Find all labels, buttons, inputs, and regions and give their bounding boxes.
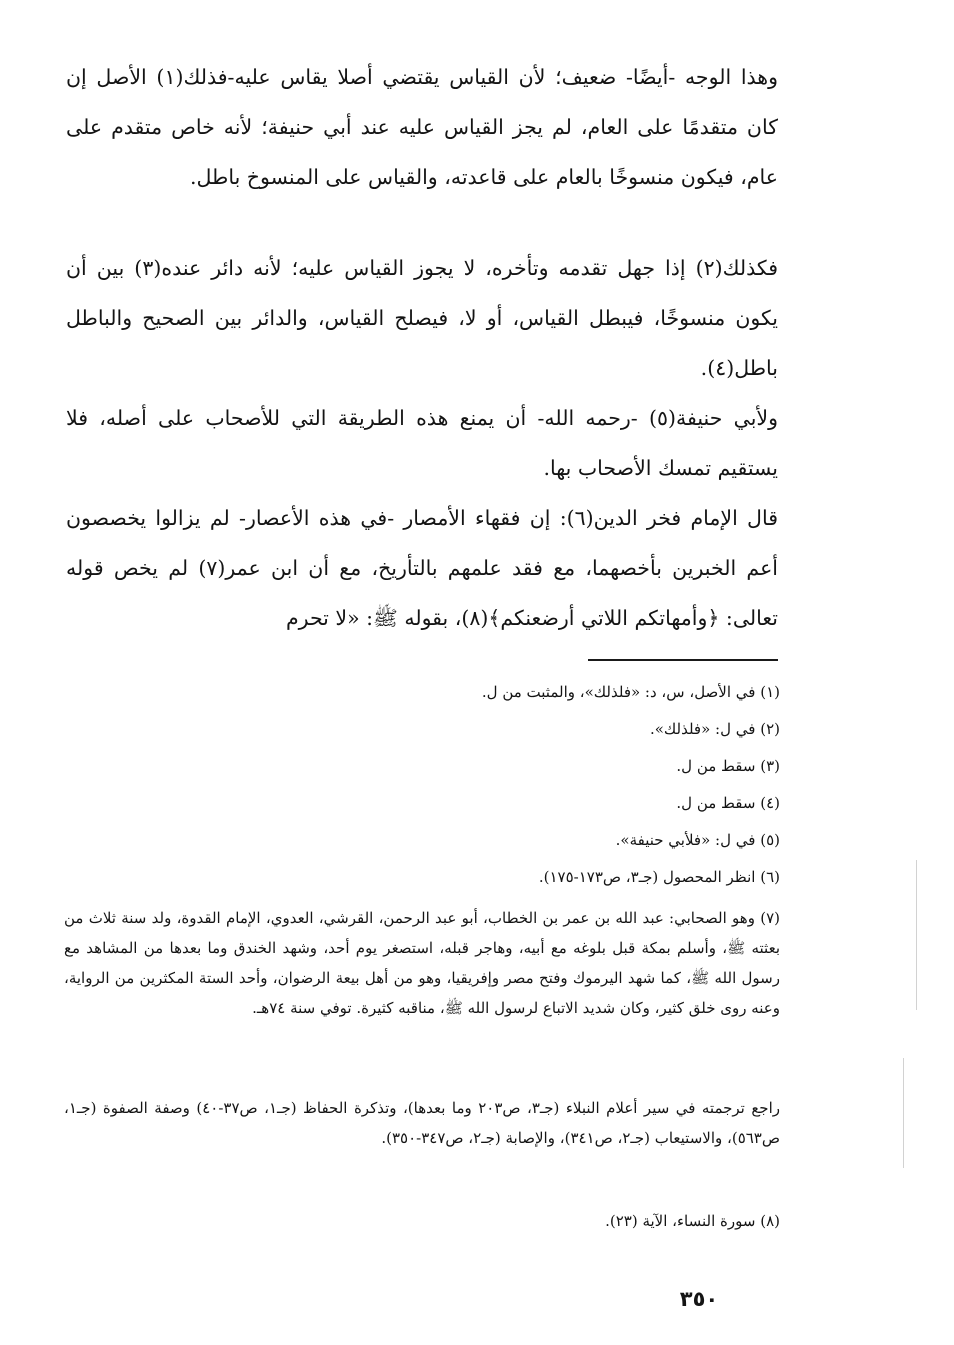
footnote-4: (٤) سقط من ل. (676, 794, 780, 812)
footnote-3: (٣) سقط من ل. (676, 757, 780, 775)
page-number: ٣٥٠ (679, 1287, 719, 1311)
scan-artifact-line (903, 1058, 904, 1168)
footnote-5: (٥) في ل: «فلأبي حنيفة». (615, 831, 780, 849)
footnote-7-references: راجع ترجمته في سير أعلام النبلاء (جـ٣، ص٢٠٣ وما بعدها)، وتذكرة الحفاظ (جـ١، ص٣٧-٤٠) وصفة الصفوة (جـ١، ص٥٦٣)، والاستيعاب (جـ٢، ص٣٤١)، والإصابة (جـ٢، ص٣٤٧-٣٥٠). (64, 1099, 780, 1147)
footnote-1: (١) في الأصل، س، د: «فلذلك»، والمثبت من ل. (481, 683, 780, 701)
footnote-7: (٧) وهو الصحابي: عبد الله بن عمر بن الخطاب، أبو عبد الرحمن، القرشي، العدوي، الإمام القدوة، ولد سنة ثلاث من بعثته ﷺ، وأسلم بمكة قبل بلوغه مع أبيه، وهاجر قبله، استصغر يوم أحد، وشهد الخندق وما بعدها من المشاهد مع رسول الله ﷺ، كما شهد اليرموك وفتح مصر وإفريقيا، وهو من أهل بيعة الرضوان، وأحد الستة المكثرين من الرواية، وعنه روى خلق كثير، وكان شديد الاتباع لرسول الله ﷺ، مناقبه كثيرة. توفي سنة ٧٤هـ. (64, 909, 780, 1017)
body-paragraph-4: قال الإمام فخر الدين(٦): إن فقهاء الأمصار -في هذه الأعصار- لم يزالوا يخصصون أعم الخبرين بأخصهما، مع فقد علمهم بالتأريخ، مع أن ابن عمر(٧) لم يخص قوله تعالى: ﴿وأمهاتكم اللاتي أرضعنكم﴾(٨)، بقوله ﷺ: «لا تحرم (66, 506, 778, 630)
footnote-separator (588, 659, 778, 661)
footnote-8: (٨) سورة النساء، الآية (٢٣). (605, 1212, 780, 1230)
body-paragraph-2: فكذلك(٢) إذا جهل تقدمه وتأخره، لا يجوز القياس عليه؛ لأنه دائر عنده(٣) بين أن يكون منسوخًا، فيبطل القياس، أو لا، فيصلح القياس، والدائر بين الصحيح والباطل باطل(٤). (66, 256, 778, 380)
footnote-6: (٦) انظر المحصول (جـ٣، ص١٧٣-١٧٥). (538, 868, 780, 886)
scan-artifact-line (916, 860, 917, 1010)
body-paragraph-1: وهذا الوجه -أيضًا- ضعيف؛ لأن القياس يقتضي أصلا يقاس عليه-فذلك(١) الأصل إن كان متقدمًا على العام، لم يجز القياس عليه عند أبي حنيفة؛ لأنه خاص متقدم على عام، فيكون منسوخًا بالعام على قاعدته، والقياس على المنسوخ باطل. (66, 65, 778, 189)
body-paragraph-3: ولأبي حنيفة(٥) -رحمه الله- أن يمنع هذه الطريقة التي للأصحاب على أصله، فلا يستقيم تمسك الأصحاب بها. (66, 406, 778, 480)
footnote-2: (٢) في ل: «فلذلك». (649, 720, 780, 738)
